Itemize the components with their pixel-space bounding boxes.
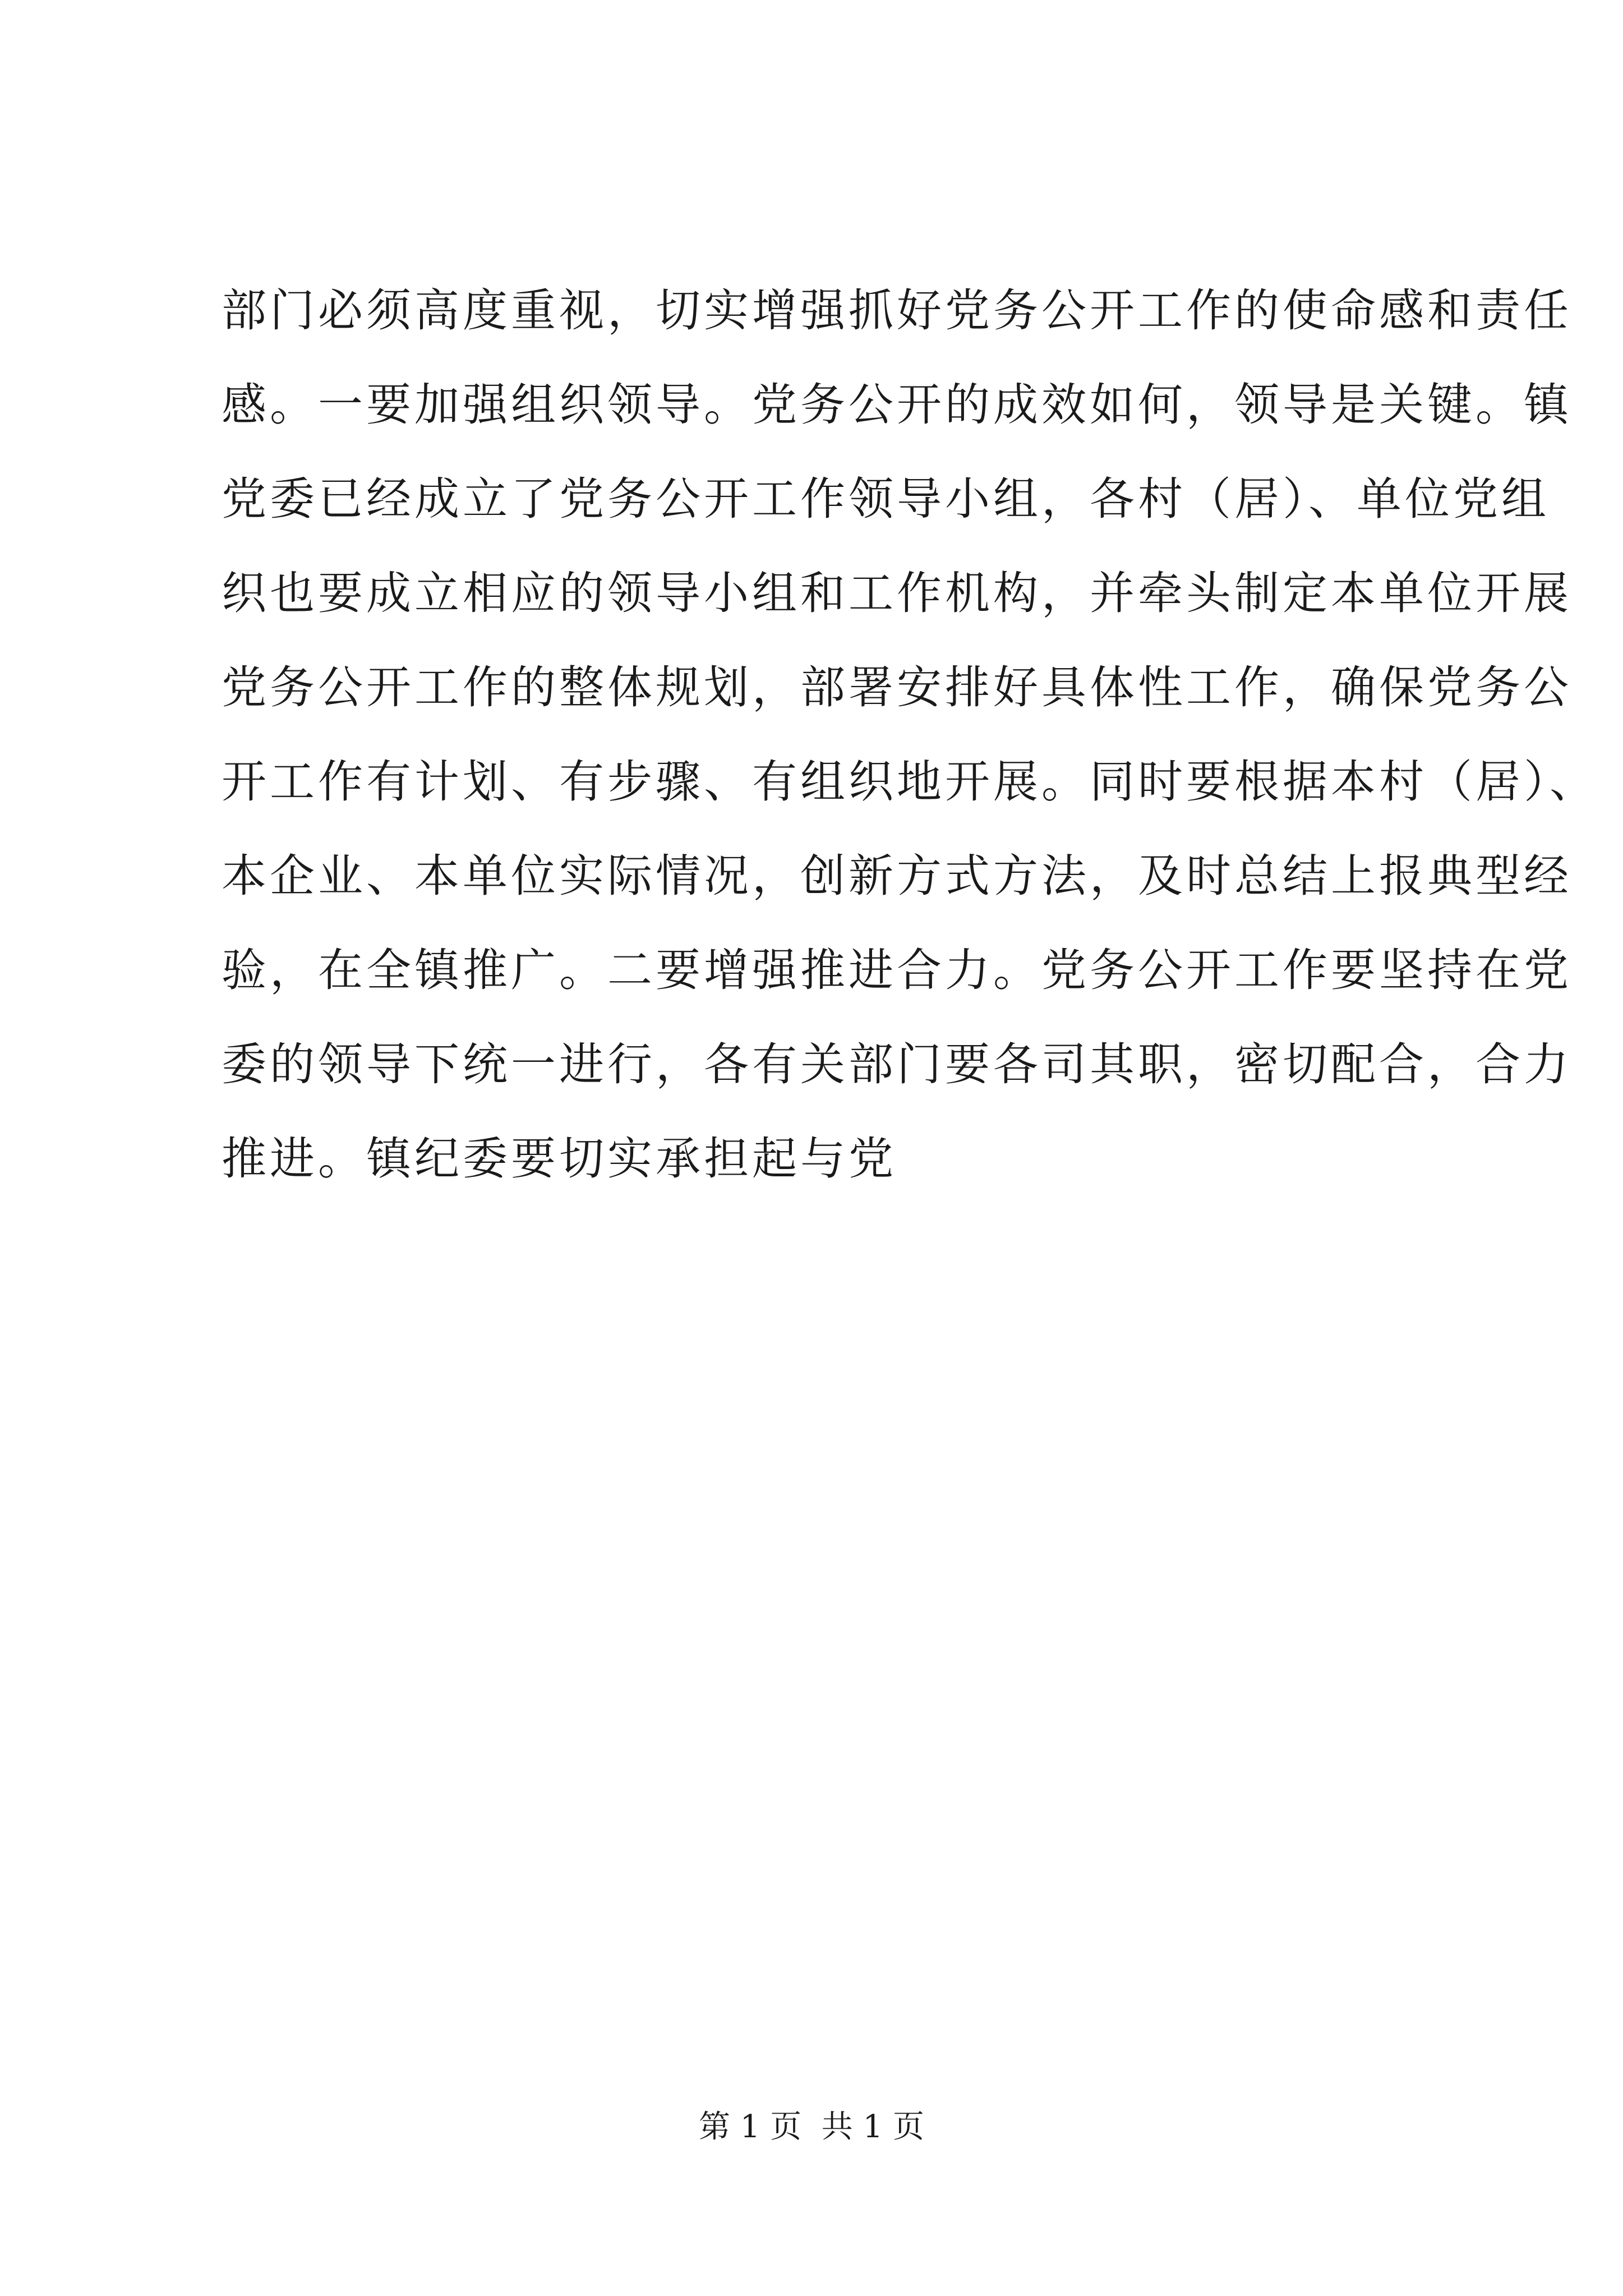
text-line: 织也要成立相应的领导小组和工作机构，并牵头制定本单位开展 — [222, 567, 1572, 619]
text-line: 验，在全镇推广。二要增强推进合力。党务公开工作要坚持在党 — [222, 944, 1572, 996]
text-line: 党务公开工作的整体规划，部署安排好具体性工作，确保党务公 — [222, 661, 1572, 714]
text-line: 部门必须高度重视，切实增强抓好党务公开工作的使命感和责任 — [222, 284, 1572, 337]
text-line: 感。一要加强组织领导。党务公开的成效如何，领导是关键。镇 — [222, 379, 1572, 431]
text-line: 委的领导下统一进行，各有关部门要各司其职，密切配合，合力 — [222, 1038, 1572, 1091]
text-line: 开工作有计划、有步骤、有组织地开展。同时要根据本村（居）、 — [222, 756, 1598, 808]
body-paragraph — [222, 264, 1598, 1206]
text-line: 本企业、本单位实际情况，创新方式方法，及时总结上报典型经 — [222, 850, 1572, 902]
text-line: 推进。镇纪委要切实承担起与党 — [222, 1133, 897, 1185]
page-number-footer: 第 1 页 共 1 页 — [698, 2109, 925, 2145]
text-line: 党委已经成立了党务公开工作领导小组，各村（居）、单位党组 — [222, 473, 1550, 525]
